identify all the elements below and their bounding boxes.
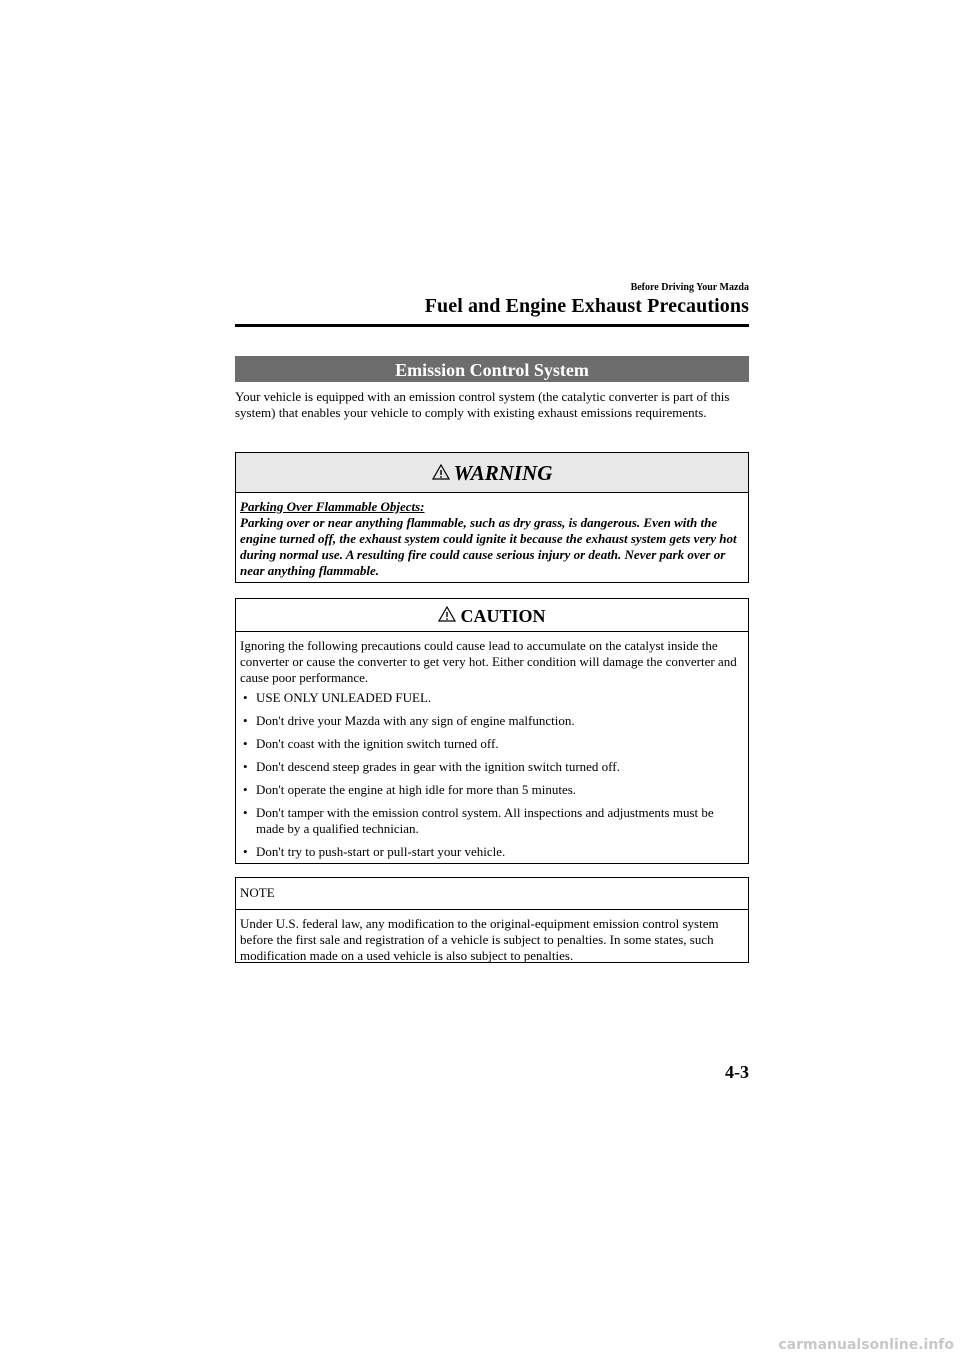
warning-triangle-icon <box>432 453 450 493</box>
caution-body <box>236 632 748 860</box>
warning-body <box>236 493 748 579</box>
list-item: • Don't operate the engine at high idle for more than 5 minutes. <box>240 782 744 798</box>
warning-box <box>235 452 749 583</box>
warning-subtitle: Parking Over Flammable Objects: <box>240 499 425 514</box>
caution-label: CAUTION <box>460 606 546 626</box>
note-text: Under U.S. federal law, any modification to the original-equipment emission control system before the first sale and registration of a vehicle is subject to penalties. In some states, such modification made on a used vehicle is also subject to penalties. <box>240 916 719 963</box>
watermark: carmanualsonline.info <box>778 1337 954 1353</box>
caution-header <box>236 599 748 632</box>
list-item: • USE ONLY UNLEADED FUEL. <box>240 690 744 706</box>
page-title: Fuel and Engine Exhaust Precautions <box>424 295 749 317</box>
list-item: • Don't drive your Mazda with any sign of engine malfunction. <box>240 713 744 729</box>
caution-intro: Ignoring the following precautions could cause lead to accumulate on the catalyst inside the converter or cause the converter to get very hot. Either condition will damage the converter and cause poor performance. <box>240 638 737 685</box>
list-item: • Don't tamper with the emission control system. All inspections and adjustments must be made by a qualified technician. <box>240 805 744 837</box>
section-intro: Your vehicle is equipped with an emission control system (the catalytic converter is part of this system) that enables your vehicle to comply with existing exhaust emissions requirements. <box>235 389 730 420</box>
list-item: • Don't try to push-start or pull-start your vehicle. <box>240 844 744 860</box>
note-box <box>235 877 749 963</box>
list-item: • Don't descend steep grades in gear with the ignition switch turned off. <box>240 759 744 775</box>
chapter-kicker: Before Driving Your Mazda <box>630 282 749 293</box>
caution-list <box>240 690 744 860</box>
note-header: NOTE <box>236 878 748 910</box>
list-item: • Don't coast with the ignition switch turned off. <box>240 736 744 752</box>
caution-triangle-icon <box>438 599 456 633</box>
section-heading: Emission Control System <box>235 356 749 382</box>
page-number: 4-3 <box>725 1062 749 1082</box>
header-divider <box>235 324 749 327</box>
warning-text: Parking over or near anything flammable, such as dry grass, is dangerous. Even with the engine turned off, the exhaust system could ignite it because the exhaust system gets very hot during normal use. A resulting fire could cause serious injury or death. Never park over or near anything flammable. <box>240 515 737 578</box>
warning-label: WARNING <box>453 461 553 485</box>
caution-box <box>235 598 749 864</box>
warning-header <box>236 453 748 493</box>
